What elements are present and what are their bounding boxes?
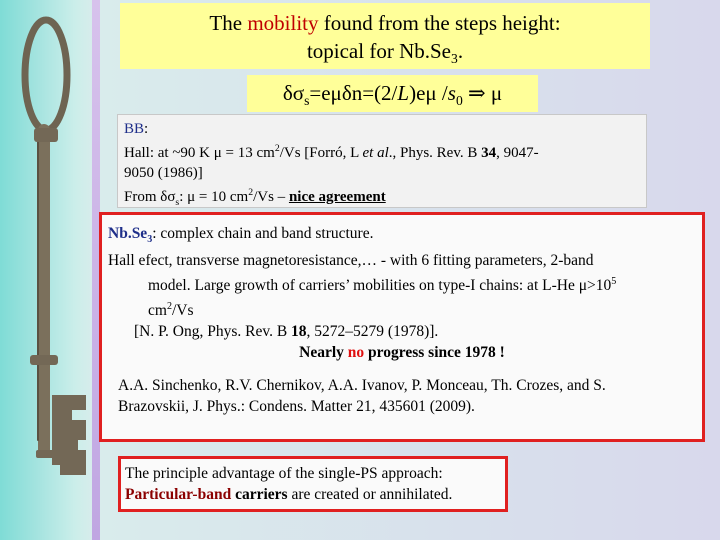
ong-units-line: $cm^2/Vs$: [148, 301, 194, 320]
bb-comparison-panel: BB: Hall: at ~90 K μ = 13 $cm^2/Vs$ [Forró, L et al., Phys. Rev. B 34, 9047- 9050 (1986)] From $\delta\sigma_s$: μ = 10 $cm^2/Vs$ – nice agreement: [117, 114, 647, 208]
ong-model-line: model. Large growth of carriers’ mobilities on type-I chains: at L-He $\mu>10^5$: [148, 276, 617, 295]
nbse3-label: $Nb.Se_3$: [108, 225, 153, 246]
bb-steps-line: From $\delta\sigma_s$: μ = 10 $cm^2/Vs$ – nice agreement: [124, 187, 386, 208]
sps-advantage-line: The principle advantage of the single-PS approach:: [125, 465, 443, 482]
slide-title: The mobility found from the steps height: topical for $Nb.Se_3$.: [120, 3, 650, 69]
sinchenko-citation: A.A. Sinchenko, R.V. Chernikov, A.A. Ivanov, P. Monceau, Th. Crozes, and S. Brazovskii, J. Phys.: Condens. Matter 21, 435601 (2009).: [118, 377, 606, 416]
single-ps-panel: [118, 456, 508, 512]
sps-carriers-line: Particular-band carriers are created or annihilated.: [125, 486, 453, 503]
bb-hall-line: Hall: at ~90 K μ = 13 $cm^2/Vs$ [Forró, L et al., Phys. Rev. B 34, 9047-: [124, 143, 539, 161]
old-key-icon: [0, 0, 95, 540]
ong-hall-line: Hall efect, transverse magnetoresistance,… - with 6 fitting parameters, 2-band: [108, 252, 594, 270]
ong-no-progress: Nearly no progress since 1978 !: [299, 344, 505, 362]
bb-label: BB: [124, 121, 145, 137]
nbse3-ong-panel: $Nb.Se_3$: complex chain and band structure. Hall efect, transverse magnetoresistance,… - with 6 fitting parameters, 2-band model. Large growth of carriers’ mobilities on type-I chains: at L-He $\mu>10^5$ $cm^2/Vs$ [N. P. Ong, Phys. Rev. B 18, 5272–5279 (1978)]. Nearly no progress since 1978 ! A.A. Sinchenko, R.V. Chernikov, A.A. Ivanov, P. Monceau, Th. Crozes, and S. Brazovskii, J. Phys.: Condens. Matter 21, 435601 (2009).: [99, 212, 705, 442]
ong-reference: [N. P. Ong, Phys. Rev. B 18, 5272–5279 (1978)].: [134, 323, 439, 341]
title-mobility-word: mobility: [247, 11, 319, 35]
mobility-formula: $\delta\sigma_s=e\mu\delta n=(2/L)e\mu$ $/s_0$ ⇒ μ: [247, 75, 538, 112]
bb-ref-pages: 9050 (1986)]: [124, 165, 203, 181]
